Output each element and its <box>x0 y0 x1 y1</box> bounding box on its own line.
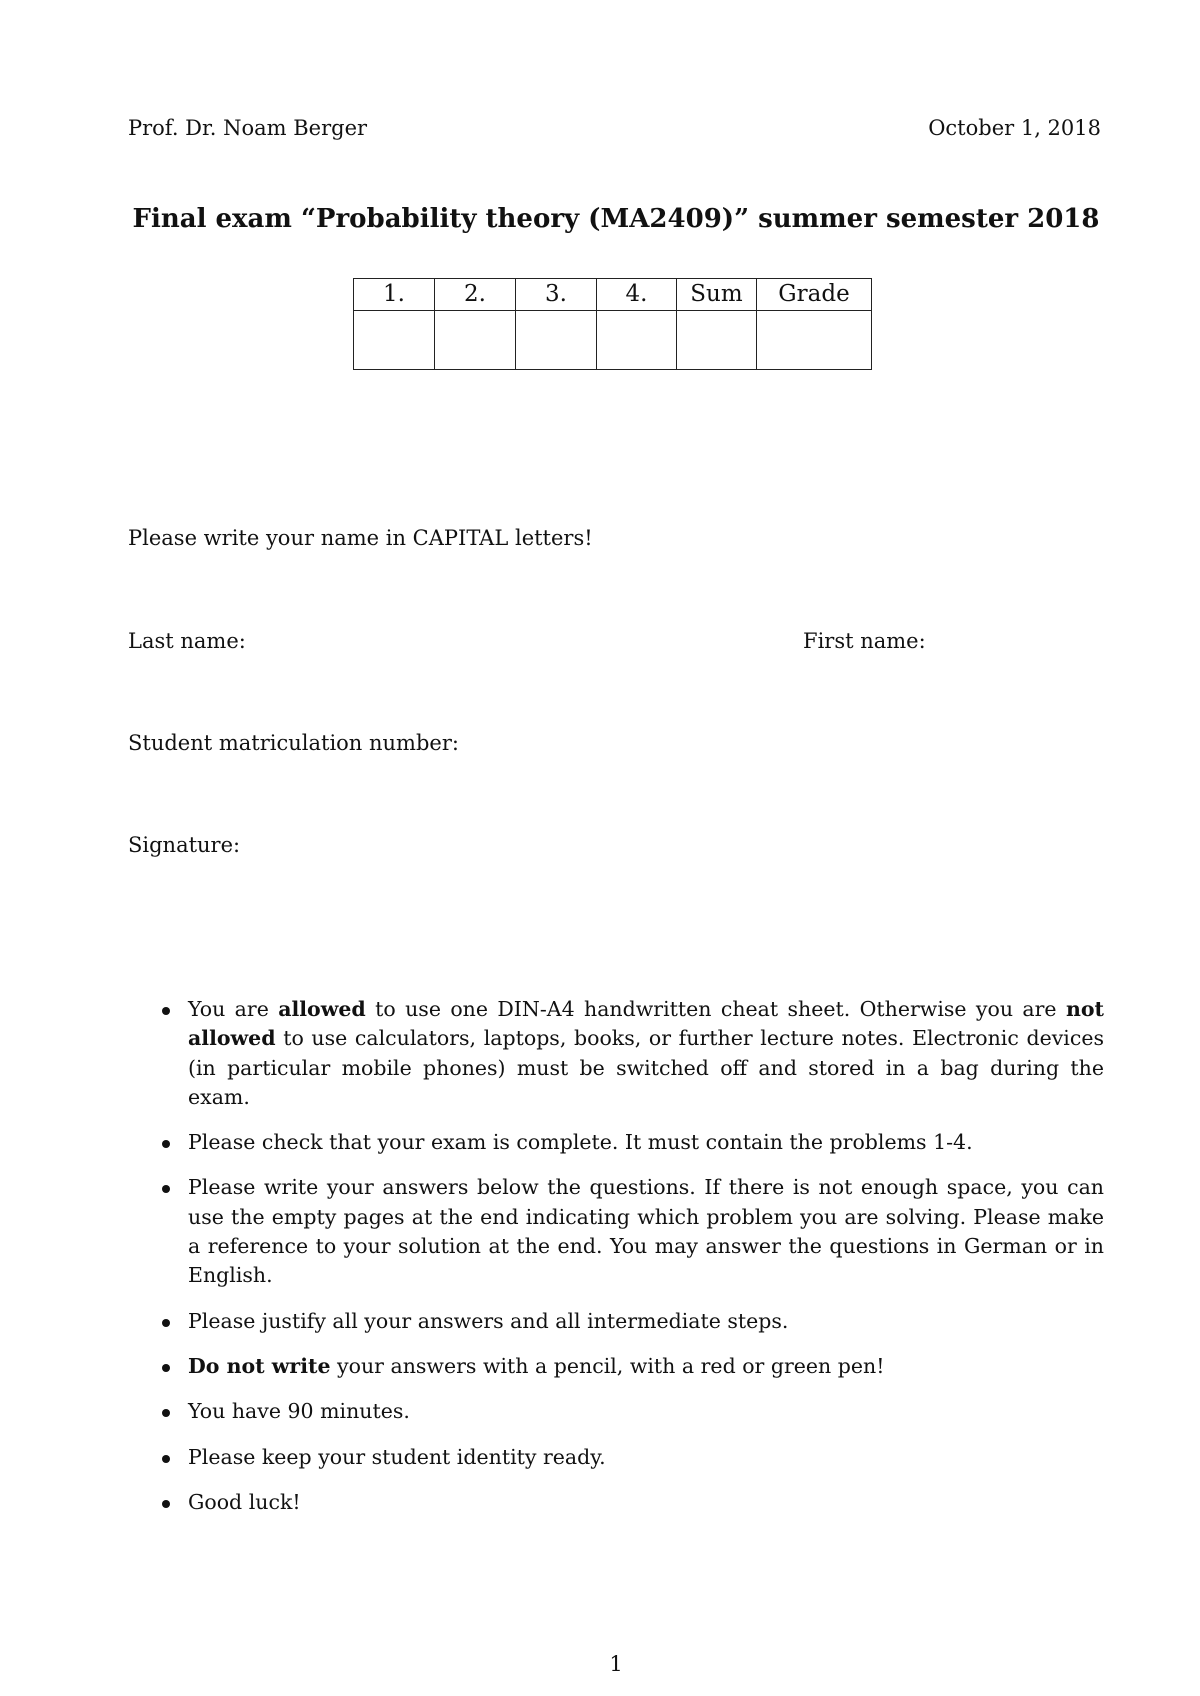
rule-text: Please write your answers below the questions. If there is not enough space, you can use the empty pages at the end indicating which problem you are solving. Please make a reference to your solution at the end. You may answer the questions in German or in English. <box>188 1175 1104 1288</box>
bullet-icon <box>162 1140 170 1148</box>
rule-emphasis: Do not write <box>188 1353 331 1378</box>
bullet-icon <box>162 1319 170 1327</box>
grade-header-3: 3. <box>516 279 597 311</box>
rule-emphasis: allowed <box>278 997 366 1021</box>
grade-header-sum: Sum <box>677 279 757 311</box>
signature-label: Signature: <box>128 833 241 857</box>
rule-item <box>160 1352 1104 1381</box>
grade-table-header-row <box>354 279 872 311</box>
rule-text: Please keep your student identity ready. <box>188 1444 606 1469</box>
rule-text: to use calculators, laptops, books, or further lecture notes. Electronic devices (in particular mobile phones) must be switched off and stored in a bag during the exam. <box>188 1026 1104 1109</box>
rule-text: You have 90 minutes. <box>188 1399 410 1424</box>
page-title: Final exam “Probability theory (MA2409)” summer semester 2018 <box>132 204 1100 234</box>
rule-text: Please check that your exam is complete. It must contain the problems 1-4. <box>188 1130 973 1155</box>
grade-header-4: 4. <box>597 279 677 311</box>
bullet-icon <box>162 1185 170 1193</box>
score-cell-2[interactable] <box>435 311 516 370</box>
rule-item <box>160 1488 1104 1517</box>
rule-item <box>160 1173 1104 1290</box>
bullet-icon <box>162 1455 170 1463</box>
rule-text: Please justify all your answers and all intermediate steps. <box>188 1308 789 1333</box>
professor-name: Prof. Dr. Noam Berger <box>128 116 368 140</box>
rule-emphasis: not allowed <box>188 997 1105 1051</box>
grade-header-1: 1. <box>354 279 435 311</box>
rule-item <box>160 995 1104 1112</box>
grade-table-score-row <box>354 311 872 370</box>
exam-rules-list <box>160 995 1104 1533</box>
rule-item <box>160 1443 1104 1472</box>
grade-header-grade: Grade <box>757 279 872 311</box>
score-cell-3[interactable] <box>516 311 597 370</box>
matriculation-label: Student matriculation number: <box>128 731 459 755</box>
rule-item <box>160 1397 1104 1426</box>
bullet-icon <box>162 1500 170 1508</box>
score-cell-4[interactable] <box>597 311 677 370</box>
rule-item <box>160 1307 1104 1336</box>
rule-text: You are <box>188 997 279 1021</box>
grade-table <box>353 278 872 370</box>
rule-text: your answers with a pencil, with a red or green pen! <box>330 1353 885 1378</box>
grade-header-2: 2. <box>435 279 516 311</box>
rule-text: Good luck! <box>188 1489 301 1514</box>
rule-text: to use one DIN-A4 handwritten cheat sheet. Otherwise you are <box>365 997 1066 1021</box>
score-cell-grade[interactable] <box>757 311 872 370</box>
bullet-icon <box>162 1007 170 1015</box>
score-cell-1[interactable] <box>354 311 435 370</box>
name-instruction: Please write your name in CAPITAL letters! <box>128 526 593 550</box>
rule-item <box>160 1128 1104 1157</box>
last-name-label: Last name: <box>128 629 246 653</box>
first-name-label: First name: <box>803 629 926 653</box>
bullet-icon <box>162 1409 170 1417</box>
score-cell-sum[interactable] <box>677 311 757 370</box>
bullet-icon <box>162 1364 170 1372</box>
exam-date: October 1, 2018 <box>928 116 1101 140</box>
page-number: 1 <box>609 1652 623 1676</box>
